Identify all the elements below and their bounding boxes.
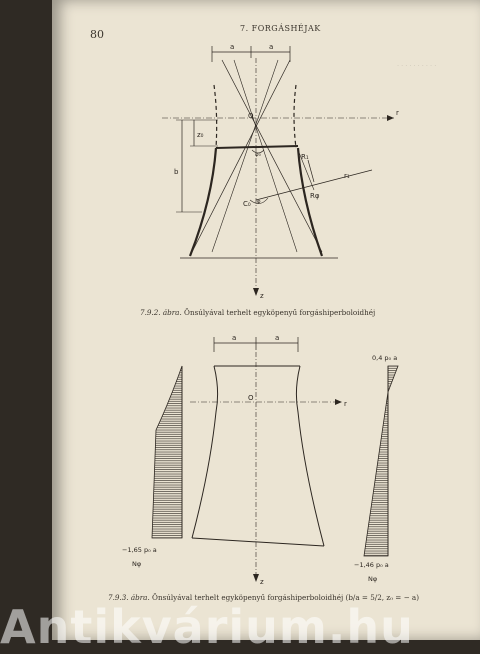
fig1-label-z: z xyxy=(260,292,264,300)
fig1-label-origin: O xyxy=(248,112,254,120)
fig2-right-force-bottom xyxy=(364,392,388,556)
fig1-label-r1: r₁ xyxy=(344,172,350,180)
fig2-shell-left xyxy=(192,366,218,538)
fig2-label-top-value: 0,4 p₀ a xyxy=(372,354,398,362)
figure-1-caption-number: 7.9.2. ábra. xyxy=(140,308,182,317)
book-page xyxy=(52,0,480,640)
fig1-label-z0: z₀ xyxy=(197,131,204,139)
figure-2-caption-number: 7.9.3. ábra. xyxy=(108,593,150,602)
figure-2-diagram xyxy=(52,0,480,640)
fig2-label-bottom-left-value: −1,65 p₀ a xyxy=(122,546,157,554)
fig2-label-r: r xyxy=(344,400,347,408)
fig2-label-bottom-right-value: −1,46 p₀ a xyxy=(354,561,389,569)
fig1-label-b: b xyxy=(174,168,179,176)
fig2-shell-right xyxy=(296,366,324,546)
fig2-left-force-diagram xyxy=(152,366,182,538)
bleed-through-text: . . . . . . . . . . xyxy=(397,60,437,68)
fig1-label-phi: φ xyxy=(257,199,261,205)
fig2-label-a-left: a xyxy=(232,334,237,342)
fig1-label-r: r xyxy=(396,109,399,117)
running-head: 7. FORGÁSHÉJAK xyxy=(240,24,321,33)
fig1-label-C0: C₀ xyxy=(243,200,251,208)
fig1-label-phi0: φ₀ xyxy=(255,152,261,158)
fig2-label-N-left: Nφ xyxy=(132,560,142,568)
fig2-label-N-right: Nφ xyxy=(368,575,378,583)
fig1-label-Rv: Rφ xyxy=(310,192,320,200)
fig1-label-a-right: a xyxy=(269,43,274,51)
fig2-right-force-top xyxy=(388,366,398,392)
figure-2-caption-text: Önsúlyával terhelt egyköpenyű forgáshiperboloidhéj (b/a = 5/2, z₀ = − a) xyxy=(152,593,420,602)
fig2-label-a-right: a xyxy=(275,334,280,342)
watermark: Antikvárium.hu xyxy=(0,600,414,654)
page-number: 80 xyxy=(90,28,104,41)
fig1-label-a-left: a xyxy=(230,43,235,51)
fig2-label-z: z xyxy=(260,578,264,586)
figure-1-caption-text: Önsúlyával terhelt egyköpenyű forgáshiperboloidhéj xyxy=(184,308,376,317)
fig2-label-origin: O xyxy=(248,394,254,402)
fig1-label-R1: R₁ xyxy=(301,153,309,161)
